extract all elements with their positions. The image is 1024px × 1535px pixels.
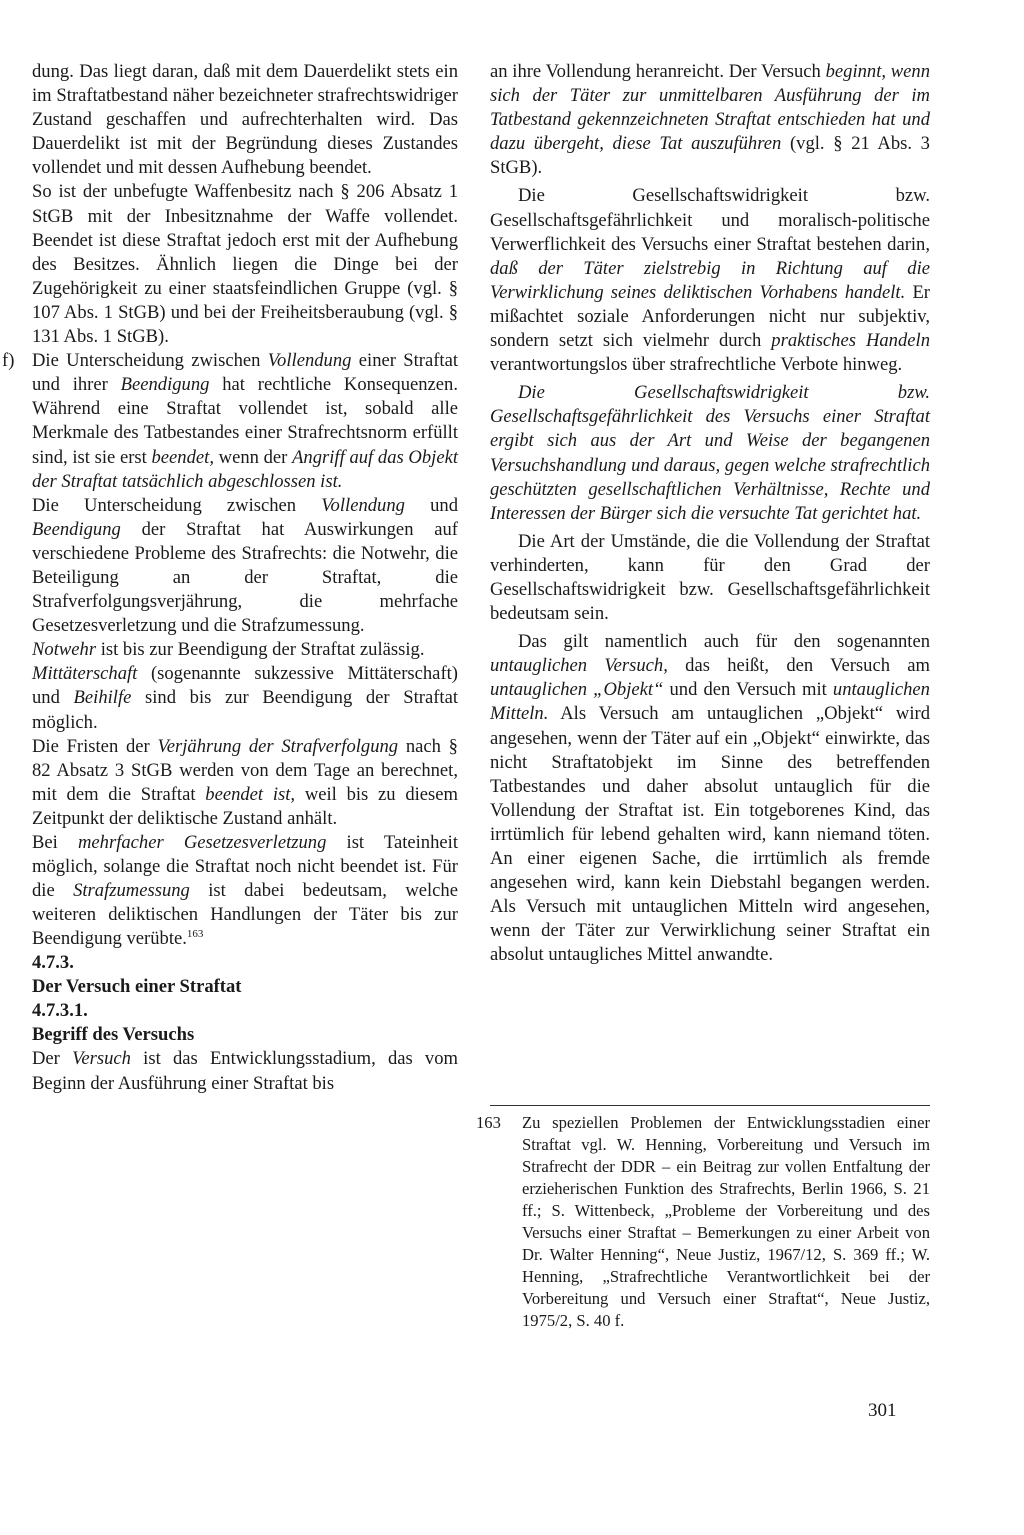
paragraph: Bei mehrfacher Gesetzesverletzung ist Tateinheit möglich, solange die Straftat noch nicht beendet ist. Für die Strafzumessung ist dabei bedeutsam, welche weiteren deliktischen Handlungen der Täter bis zur Beendigung verübte.$^{163}$ — [32, 832, 458, 950]
paragraph: Die Gesellschaftswidrigkeit bzw. Gesellschaftsgefährlichkeit und moralisch-politische Verwerflichkeit des Versuchs einer Straftat bestehen darin, daß der Täter zielstrebig in Richtung auf die Verwirklichung seines deliktischen Vorhabens handelt. Er mißachtet soziale Anforderungen nicht nur subjektiv, sondern setzt sich vielmehr durch praktisches Handeln verantwortungslos über strafrechtliche Verbote hinweg. — [490, 185, 930, 376]
right-column — [490, 60, 930, 967]
page-number: 301 — [868, 1400, 897, 1421]
list-marker: f) — [2, 350, 15, 372]
footnote — [476, 1112, 930, 1332]
paragraph-italic: Die Gesellschaftswidrigkeit bzw. Gesellschaftsgefährlichkeit des Versuchs einer Straftat ergibt sich aus der Art und Weise der begangenen Versuchshandlung und daraus, gegen welche strafrechtlich geschützten gesellschaftlichen Verhältnisse, Rechte und Interessen der Bürger sich die versuchte Tat gerichtet hat. — [490, 382, 930, 524]
paragraph: Die Unterscheidung zwischen Vollendung und Beendigung der Straftat hat Auswirkungen auf verschiedene Probleme des Strafrechts: die Notwehr, die Beteiligung an der Straftat, die Strafverfolgungsverjährung, die mehrfache Gesetzesverletzung und die Strafzumessung. — [32, 494, 458, 637]
section-number: 4.7.3. — [32, 952, 74, 974]
subsection-number: 4.7.3.1. — [32, 1000, 88, 1022]
paragraph: Die Unterscheidung zwischen Vollendung einer Straftat und ihrer Beendigung hat rechtliche Konsequenzen. Während eine Straftat vollendet ist, sobald alle Merkmale des Tatbestandes einer Strafrechtsnorm erfüllt sind, ist sie erst beendet, wenn der Angriff auf das Objekt der Straftat tatsächlich abgeschlossen ist. — [32, 350, 458, 492]
list-item-f — [2, 349, 458, 951]
paragraph: Der Versuch ist das Entwicklungsstadium, das vom Beginn der Ausführung einer Straftat bis — [32, 1048, 458, 1094]
paragraph: So ist der unbefugte Waffenbesitz nach § 206 Absatz 1 StGB mit der Inbesitznahme der Waffe vollendet. Beendet ist diese Straftat jedoch erst mit der Aufhebung des Besitzes. Ähnlich liegen die Dinge bei der Zugehörigkeit zu einer staatsfeindlichen Gruppe (vgl. § 107 Abs. 1 StGB) und bei der Freiheitsberaubung (vgl. § 131 Abs. 1 StGB). — [32, 181, 458, 348]
footnote-number: 163 — [476, 1113, 501, 1132]
paragraph: Die Fristen der Verjährung der Strafverfolgung nach § 82 Absatz 3 StGB werden von dem Tage an berechnet, mit dem die Straftat beendet ist, weil bis zu diesem Zeitpunkt der deliktische Zustand anhält. — [32, 735, 458, 829]
section-title: Der Versuch einer Straftat — [32, 976, 242, 998]
paragraph: dung. Das liegt daran, daß mit dem Dauerdelikt stets ein im Straftatbestand näher bezeichneter strafrechtswidriger Zustand geschaffen und aufrechterhalten wird. Das Dauerdelikt ist mit der Begründung dieses Zustandes vollendet und mit dessen Aufhebung beendet. — [32, 61, 458, 179]
subsection-title: Begriff des Versuchs — [32, 1024, 195, 1046]
paragraph: Mittäterschaft (sogenannte sukzessive Mittäterschaft) und Beihilfe sind bis zur Beendigung der Straftat möglich. — [32, 663, 458, 733]
paragraph: Das gilt namentlich auch für den sogenannten untauglichen Versuch, das heißt, den Versuch am untauglichen „Objekt“ und den Versuch mit untauglichen Mitteln. Als Versuch am untauglichen „Objekt“ wird angesehen, wenn der Täter auf ein „Objekt“ einwirkte, das nicht Straftatobjekt im Sinne des betreffenden Tatbestandes und daher absolut untauglich für die Vollendung der Straftat ist. Ein totgeborenes Kind, das irrtümlich für lebend gehalten wird, kann niemand töten. An einer eigenen Sache, die irrtümlich als fremde angesehen wird, kann kein Diebstahl begangen werden. Als Versuch mit untauglichen Mitteln wird angesehen, wenn der Täter zur Verwirklichung seiner Straftat ein absolut untaugliches Mittel anwandte. — [490, 631, 930, 966]
paragraph: Die Art der Umstände, die die Vollendung der Straftat verhinderten, kann für den Grad der Gesellschaftswidrigkeit bzw. Gesellschaftsgefährlichkeit bedeutsam sein. — [490, 530, 930, 625]
footnote-text: Zu speziellen Problemen der Entwicklungsstadien einer Straftat vgl. W. Henning, Vorbereitung und Versuch im Strafrecht der DDR – ein Beitrag zur vollen Entfaltung der erzieherischen Funktion des Strafrechts, Berlin 1966, S. 21 ff.; S. Wittenbeck, „Probleme der Vorbereitung und des Versuchs einer Straftat – Bemerkungen zu einer Arbeit von Dr. Walter Henning“, Neue Justiz, 1967/12, S. 369 ff.; W. Henning, „Strafrechtliche Verantwortlichkeit bei der Vorbereitung und Versuch einer Straftat“, Neue Justiz, 1975/2, S. 40 f. — [522, 1113, 930, 1330]
left-column — [2, 60, 458, 1096]
footnote-ref[interactable]: 163 — [186, 928, 204, 941]
paragraph: Notwehr ist bis zur Beendigung der Straftat zulässig. — [32, 639, 425, 661]
footnote-divider — [490, 1105, 930, 1106]
paragraph: an ihre Vollendung heranreicht. Der Versuch beginnt, wenn sich der Täter zur unmittelbaren Ausführung der im Tatbestand gekennzeichneten Straftat entschieden hat und dazu übergeht, diese Tat auszuführen (vgl. § 21 Abs. 3 StGB). — [490, 61, 930, 179]
